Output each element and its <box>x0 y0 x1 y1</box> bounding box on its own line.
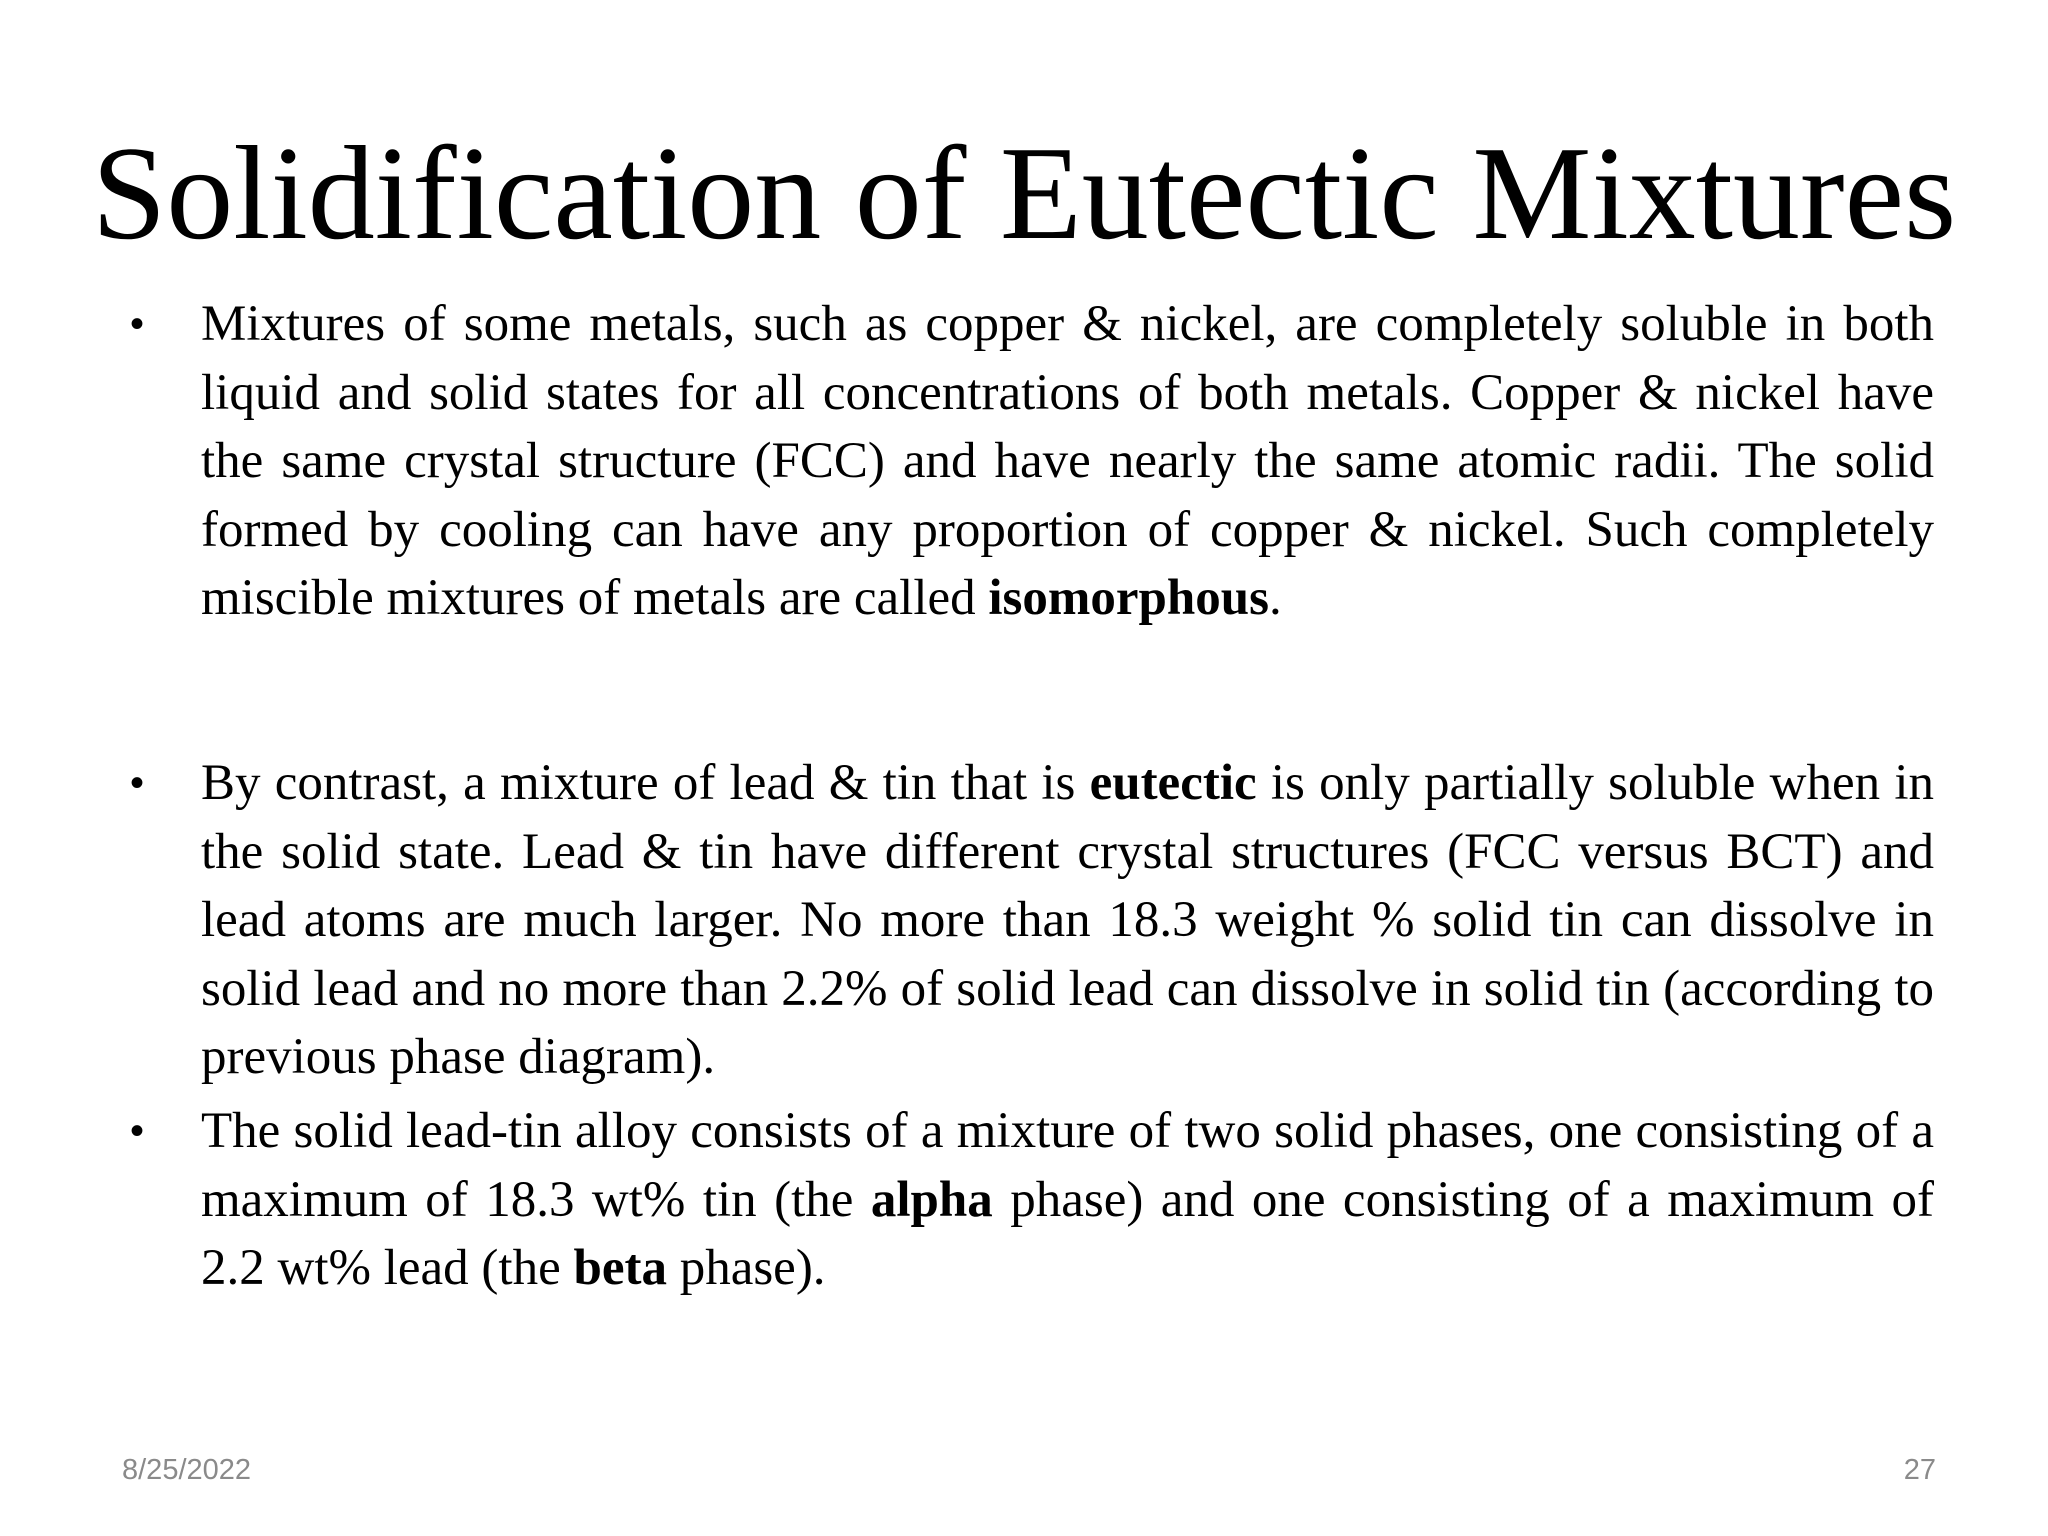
bullet-dot-icon: • <box>130 302 145 346</box>
slide-title: Solidification of Eutectic Mixtures <box>91 119 1957 267</box>
bullet-text: Mixtures of some metals, such as copper & nickel, are completely soluble in both liquid and solid states for all concentrations of both metals. Copper & nickel have the same crystal structure (FCC) and have nearly the same atomic radii. The solid formed by cooling can have any proportion of copper & nickel. Such completely miscible mixtures of metals are called isomorphous. <box>201 296 1934 626</box>
page-number: 27 <box>1903 1454 1936 1486</box>
bullet-isomorphous <box>118 290 1934 633</box>
footer-date: 8/25/2022 <box>122 1454 252 1486</box>
bold-term-eutectic: eutectic <box>1089 755 1257 811</box>
bold-term-alpha: alpha <box>870 1171 993 1228</box>
bullet-text: By contrast, a mixture of lead & tin that is eutectic is only partially soluble when in the solid state. Lead & tin have different crystal structures (FCC versus BCT) and lead atoms are much larger. No more than 18.3 weight % solid tin can dissolve in solid lead and no more than 2.2% of solid lead can dissolve in solid tin (according to previous phase diagram). <box>201 755 1935 1085</box>
bold-term-isomorphous: isomorphous <box>988 570 1269 626</box>
bullet-text: The solid lead-tin alloy consists of a mixture of two solid phases, one consisting of a maximum of 18.3 wt% tin (the alpha phase) and one consisting of a maximum of 2.2 wt% lead (the beta phase). <box>201 1103 1934 1296</box>
bullet-phases <box>118 1097 1934 1303</box>
bullet-eutectic <box>118 749 1934 1092</box>
bullet-dot-icon: • <box>130 1109 145 1153</box>
bullet-dot-icon: • <box>130 761 145 805</box>
bold-term-beta: beta <box>573 1240 667 1296</box>
